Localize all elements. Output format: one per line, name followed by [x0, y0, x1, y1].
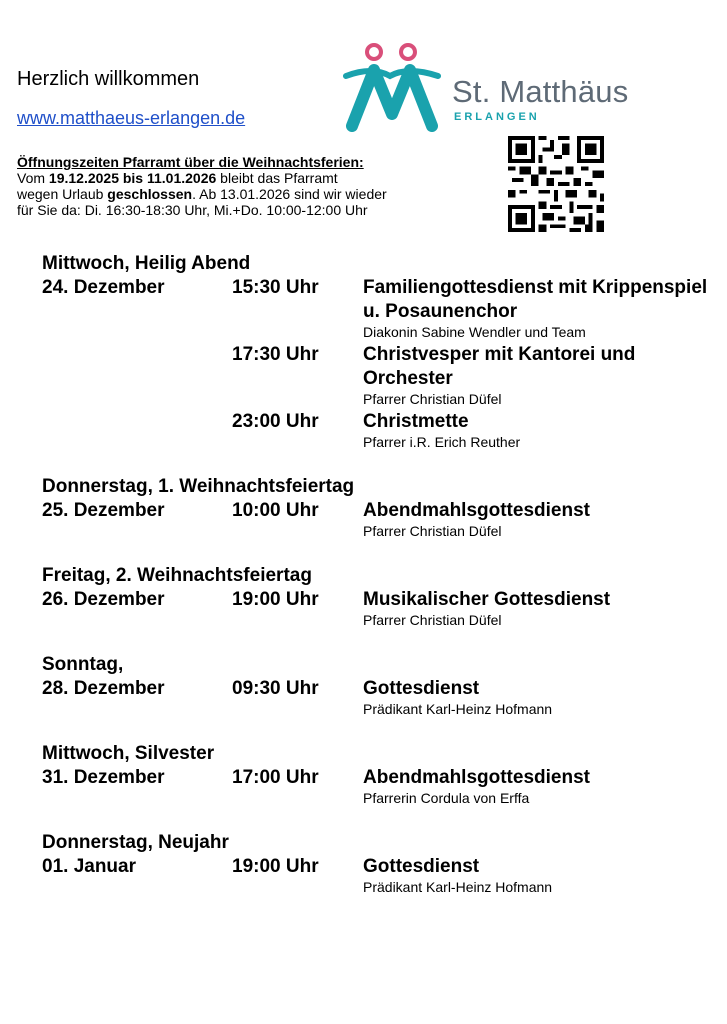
- day-title: Mittwoch, Silvester: [42, 743, 215, 764]
- service-schedule: [42, 252, 722, 920]
- service-officiant: Prädikant Karl-Heinz Hofmann: [363, 879, 553, 895]
- service-date: 01. Januar: [42, 856, 136, 877]
- service-officiant: Pfarrer Christian Düfel: [363, 612, 502, 628]
- service-entry: [42, 410, 722, 453]
- service-time: 15:30 Uhr: [232, 277, 319, 298]
- service-time: 19:00 Uhr: [232, 856, 319, 877]
- schedule-day: [42, 831, 722, 898]
- schedule-day: [42, 653, 722, 720]
- service-officiant: Pfarrer Christian Düfel: [363, 523, 502, 539]
- closure-dates: 19.12.2025 bis 11.01.2026: [48, 170, 217, 186]
- schedule-day: [42, 252, 722, 453]
- day-title: Mittwoch, Heilig Abend: [42, 253, 251, 274]
- service-date: 28. Dezember: [42, 678, 165, 699]
- service-time: 23:00 Uhr: [232, 411, 319, 432]
- office-hours-line-1: [17, 170, 507, 186]
- office-hours-line-2: [17, 186, 507, 202]
- service-entry: [42, 677, 722, 720]
- service-title: Musikalischer Gottesdienst: [363, 589, 611, 610]
- service-date: 26. Dezember: [42, 589, 165, 610]
- service-date: 24. Dezember: [42, 277, 165, 298]
- service-title: Gottesdienst: [363, 678, 480, 699]
- schedule-day: [42, 742, 722, 809]
- schedule-day: [42, 475, 722, 542]
- closed-word: geschlossen: [107, 186, 193, 202]
- day-title: Freitag, 2. Weihnachtsfeiertag: [42, 565, 312, 586]
- service-date: 31. Dezember: [42, 767, 165, 788]
- service-title: Abendmahlsgottesdienst: [363, 500, 590, 521]
- office-hours-notice: [17, 154, 507, 218]
- service-entry: [42, 855, 722, 898]
- service-officiant: Pfarrer i.R. Erich Reuther: [363, 434, 521, 450]
- day-title: Sonntag,: [42, 654, 124, 675]
- text: wegen Urlaub: [17, 186, 108, 202]
- service-entry: [42, 276, 722, 343]
- text: bleibt das Pfarramt: [216, 170, 338, 186]
- logo-name: St. Matthäus: [452, 74, 629, 109]
- service-entry: [42, 499, 722, 542]
- qr-code-icon[interactable]: [508, 136, 604, 232]
- service-officiant: Pfarrerin Cordula von Erffa: [363, 790, 530, 806]
- office-hours-line-3: für Sie da: Di. 16:30-18:30 Uhr, Mi.+Do. 10:00-12:00 Uhr: [17, 202, 368, 218]
- day-title: Donnerstag, Neujahr: [42, 832, 229, 853]
- service-entry: [42, 588, 722, 631]
- service-date: 25. Dezember: [42, 500, 165, 521]
- service-time: 09:30 Uhr: [232, 678, 319, 699]
- service-entry: [42, 343, 722, 410]
- service-time: 10:00 Uhr: [232, 500, 319, 521]
- website-link[interactable]: www.matthaeus-erlangen.de: [17, 108, 246, 128]
- service-title: Abendmahlsgottesdienst: [363, 767, 590, 788]
- day-title: Donnerstag, 1. Weihnachtsfeiertag: [42, 476, 355, 497]
- service-officiant: Diakonin Sabine Wendler und Team: [363, 324, 586, 340]
- service-title: Familiengottesdienst mit Krippenspiel u. Posaunenchor: [363, 277, 708, 322]
- service-time: 19:00 Uhr: [232, 589, 319, 610]
- office-hours-title: Öffnungszeiten Pfarramt über die Weihnachtsferien:: [17, 154, 364, 170]
- service-officiant: Prädikant Karl-Heinz Hofmann: [363, 701, 553, 717]
- logo-city: ERLANGEN: [454, 111, 540, 123]
- schedule-day: [42, 564, 722, 631]
- greeting: Herzlich willkommen: [17, 68, 200, 90]
- service-time: 17:30 Uhr: [232, 344, 319, 365]
- service-title: Christmette: [363, 411, 469, 432]
- service-title: Gottesdienst: [363, 856, 480, 877]
- service-title: Christvesper mit Kantorei und Orchester: [363, 344, 636, 389]
- service-time: 17:00 Uhr: [232, 767, 319, 788]
- service-entry: [42, 766, 722, 809]
- service-officiant: Pfarrer Christian Düfel: [363, 391, 502, 407]
- text: Vom: [17, 170, 49, 186]
- text: . Ab 13.01.2026 sind wir wieder: [192, 186, 387, 202]
